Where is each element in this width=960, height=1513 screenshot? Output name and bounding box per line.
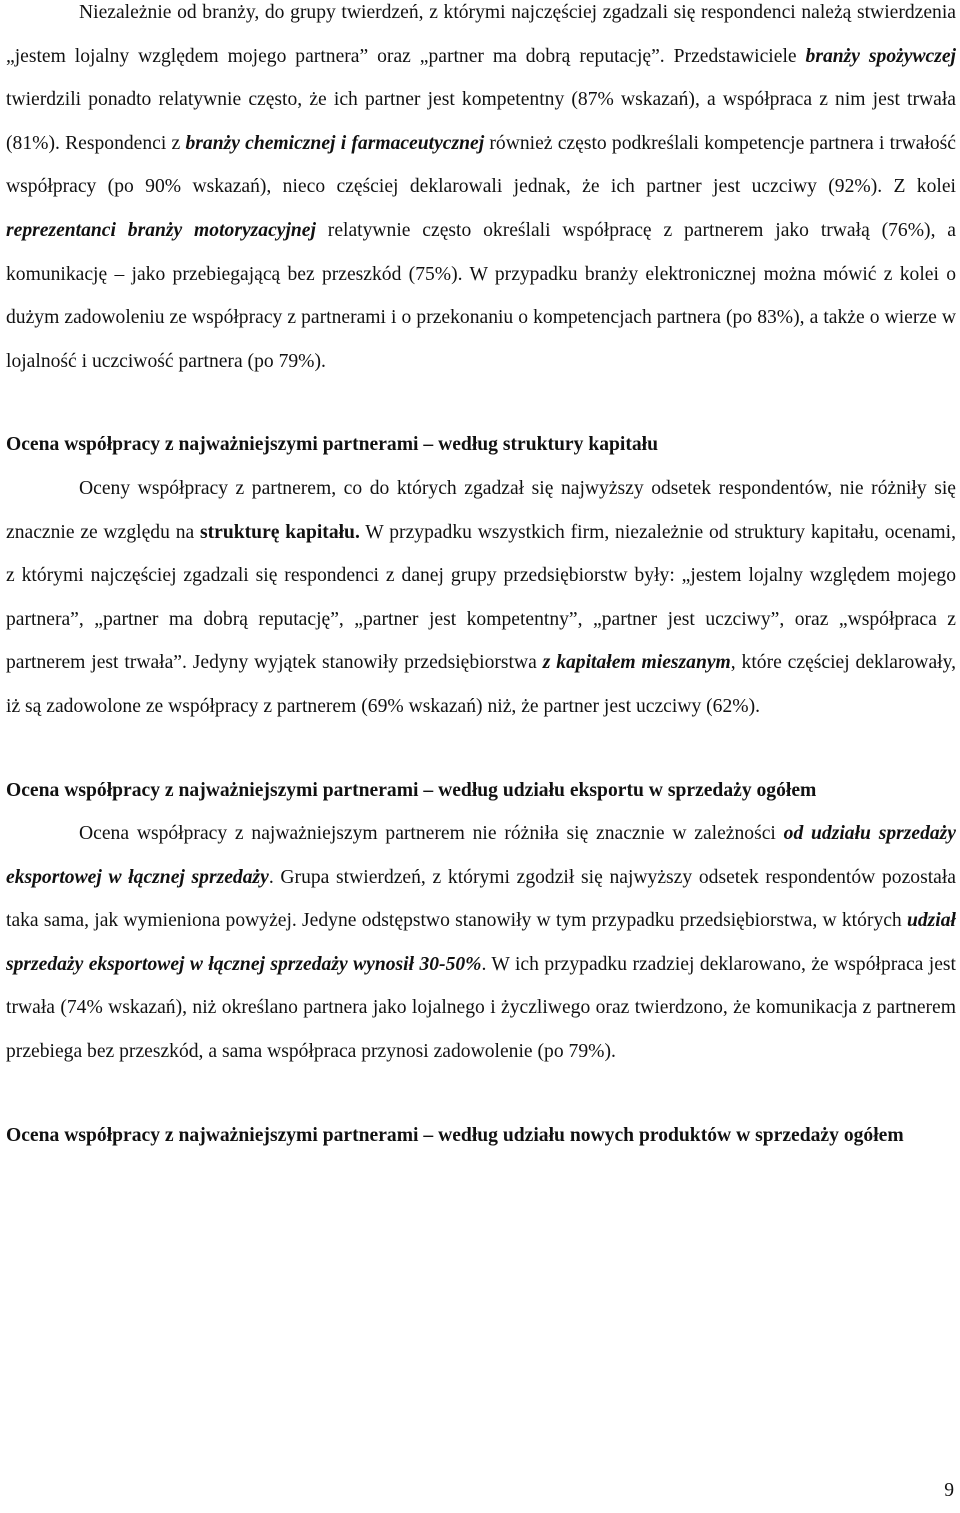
text-segment: twierdzili ponadto relatywnie często, że ich partner jest kompetentny (87% wskazań), a współpraca z nim jest trwała (81%). Respondenci z <box>6 89 956 154</box>
section-heading-export-share: Ocena współpracy z najważniejszymi partnerami – według udziału eksportu w sprzedaży ogółem <box>6 779 817 801</box>
text-segment: Oceny współpracy z partnerem, co do których zgadzał się najwyższy odsetek respondentów, nie różniły się znacznie ze względu na <box>6 477 956 543</box>
emphasis-export-share: od udziału sprzedaży eksportowej w łącznej sprzedaży <box>6 823 956 888</box>
text-segment: . W ich przypadku rzadziej deklarowano, że współpraca jest trwała (74% wskazań), niż określano partnera jako lojalnego i życzliwego oraz twierdzono, że komunikacja z partnerem przebiega bez przeszkód, a sama współpraca przynosi zadowolenie (po 79%). <box>6 953 956 1063</box>
page-number: 9 <box>944 1480 954 1501</box>
section-heading-capital-structure: Ocena współpracy z najważniejszymi partnerami – według struktury kapitału <box>6 434 659 456</box>
emphasis-chemical-industry: branży chemicznej i farmaceutycznej <box>185 132 485 154</box>
text-segment: , które częściej deklarowały, iż są zadowolone ze współpracy z partnerem (69% wskazań) niż, że partner jest uczciwy (62%). <box>6 652 957 717</box>
document-page <box>6 0 956 1157</box>
emphasis-food-industry: branży spożywczej <box>805 45 956 67</box>
text-segment: W przypadku wszystkich firm, niezależnie od struktury kapitału, ocenami, z którymi najczęściej zgadzali się respondenci z danej grupy przedsiębiorstw były: „jestem lojalny względem mojego partnera”, „partner ma dobrą reputację”, „partner jest kompetentny”, „partner jest uczciwy”, oraz „współpraca z partnerem jest trwała”. Jedyny wyjątek stanowiły przedsiębiorstwa <box>6 521 956 674</box>
text-segment: . Grupa stwierdzeń, z którymi zgodził się najwyższy odsetek respondentów pozostała taka sama, jak wymieniona powyżej. Jedyne odstępstwo stanowiły w tym przypadku przedsiębiorstwa, w których <box>6 866 956 932</box>
text-segment: Niezależnie od branży, do grupy twierdzeń, z którymi najczęściej zgadzali się respondenci należą stwierdzenia „jestem lojalny względem mojego partnera” oraz „partner ma dobrą reputację”. Przedstawiciele <box>6 2 956 67</box>
emphasis-mixed-capital: z kapitałem mieszanym <box>542 652 731 674</box>
bold-capital-structure: strukturę kapitału. <box>200 521 360 543</box>
paragraph-export-share <box>6 812 956 1074</box>
paragraph-industry-summary <box>6 0 956 383</box>
paragraph-capital-structure <box>6 467 956 729</box>
text-segment: Ocena współpracy z najważniejszym partnerem nie różniła się znacznie w zależności <box>79 823 784 845</box>
section-heading-new-products: Ocena współpracy z najważniejszymi partnerami – według udziału nowych produktów w sprzedaży ogółem <box>6 1124 904 1146</box>
emphasis-automotive-industry: reprezentanci branży motoryzacyjnej <box>6 219 316 241</box>
emphasis-export-30-50: udział sprzedaży eksportowej w łącznej sprzedaży wynosił 30-50% <box>6 910 956 975</box>
text-segment: również często podkreślali kompetencje partnera i trwałość współpracy (po 90% wskazań), nieco częściej deklarowali jednak, że ich partner jest uczciwy (92%). Z kolei <box>6 132 957 198</box>
text-segment: relatywnie często określali współpracę z partnerem jako trwałą (76%), a komunikację – jako przebiegającą bez przeszkód (75%). W przypadku branży elektronicznej można mówić z kolei o dużym zadowoleniu ze współpracy z partnerami i o przekonaniu o kompetencjach partnera (po 83%), a także o wierze w lojalność i uczciwość partnera (po 79%). <box>6 219 957 372</box>
